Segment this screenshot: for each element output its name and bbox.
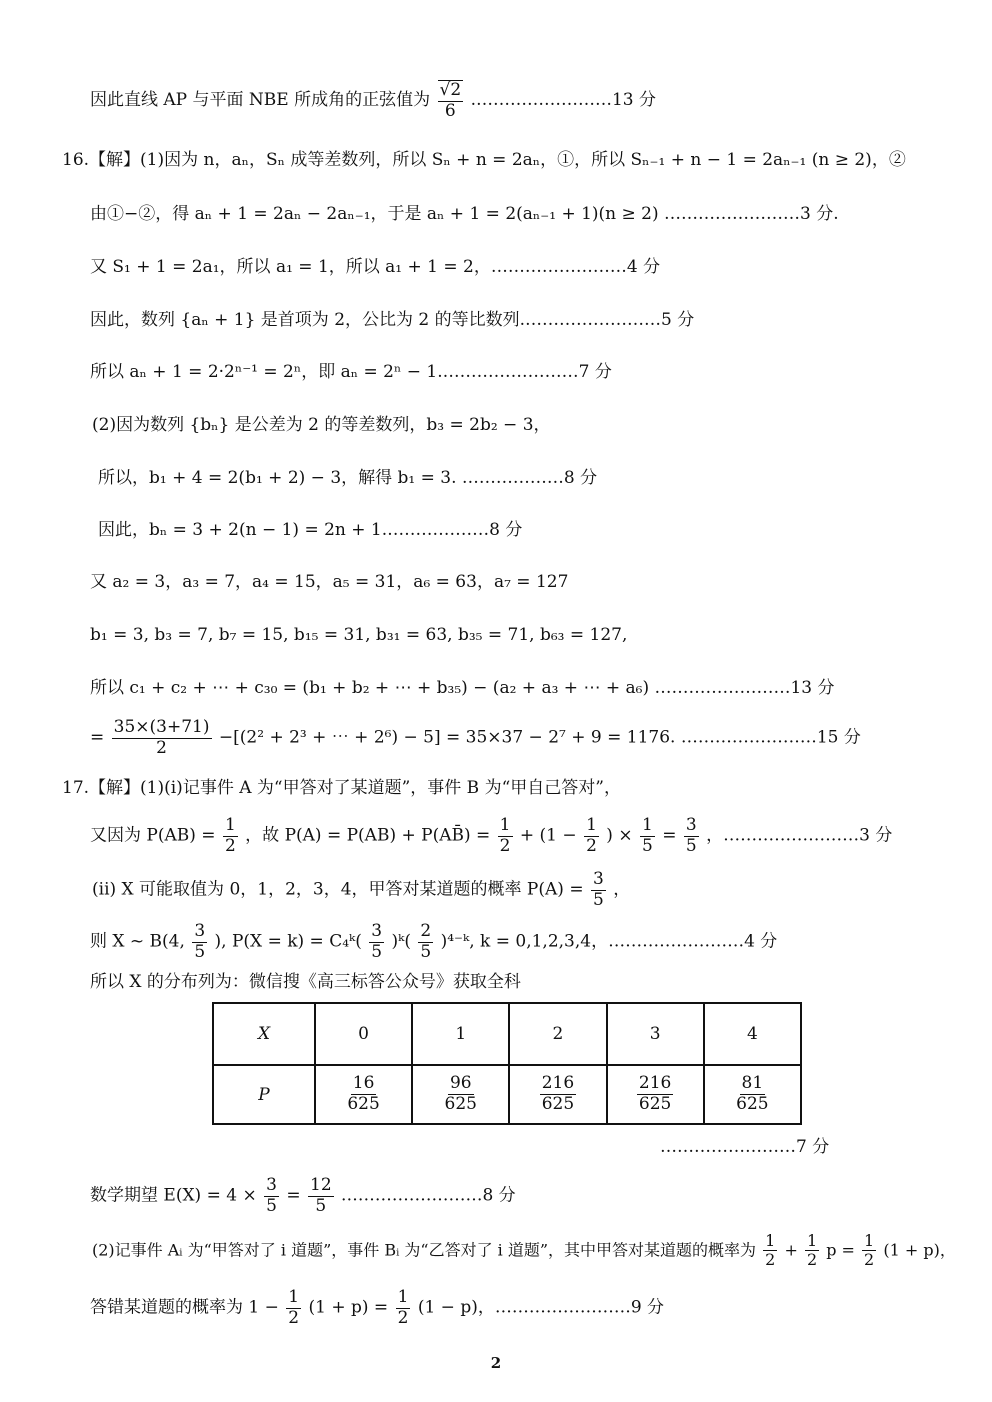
answer-line: 因此，数列 {aₙ + 1} 是首项为 2，公比为 2 的等比数列.……………………5 分: [90, 310, 695, 330]
table-cell: 2: [509, 1003, 606, 1065]
fraction: $\frac{1}{2}$: [397, 1287, 409, 1328]
fraction: $\frac{1}{2}$: [288, 1287, 300, 1328]
table-cell: $\frac{216}{625}$: [509, 1065, 606, 1124]
fraction: $\frac{√2}{6}$: [439, 80, 462, 121]
answer-line: 所以 aₙ + 1 = 2·2ⁿ⁻¹ = 2ⁿ，即 aₙ = 2ⁿ − 1.……………………7 分: [90, 362, 612, 382]
fraction: $\frac{3}{5}$: [592, 869, 604, 910]
answer-line: (2)因为数列 {bₙ} 是公差为 2 的等差数列，b₃ = 2b₂ − 3，: [92, 415, 551, 435]
table-cell: $\frac{81}{625}$: [704, 1065, 801, 1124]
answer-line: 答错某道题的概率为 1 − $\frac{1}{2}$ (1 + p) = $\frac{1}{2}$ (1 − p)，……………………9 分: [90, 1287, 665, 1328]
distribution-table: [212, 1002, 802, 1125]
answer-line: (2)记事件 Aᵢ 为“甲答对了 i 道题”，事件 Bᵢ 为“乙答对了 i 道题”，其中甲答对某道题的概率为 $\frac{1}{2}$ + $\frac{1}{2}$ p = $\frac{1}{2}$ (1 + p)，: [92, 1231, 956, 1270]
problem-17-header: 17.【解】(1)(i)记事件 A 为“甲答对了某道题”，事件 B 为“甲自己答对”，: [62, 778, 621, 798]
table-cell: $\frac{16}{625}$: [315, 1065, 412, 1124]
fraction: $\frac{1}{2}$: [499, 815, 511, 856]
answer-line: 所以，b₁ + 4 = 2(b₁ + 2) − 3，解得 b₁ = 3. ………………8 分: [98, 468, 598, 488]
table-cell: $\frac{216}{625}$: [607, 1065, 704, 1124]
table-row: [213, 1065, 801, 1124]
answer-line: b₁ = 3, b₃ = 7, b₇ = 15, b₁₅ = 31, b₃₁ = 63, b₃₅ = 71, b₆₃ = 127,: [90, 625, 628, 645]
fraction: $\frac{3}{5}$: [371, 921, 383, 962]
answer-line: 又 S₁ + 1 = 2a₁，所以 a₁ = 1，所以 a₁ + 1 = 2，……………………4 分: [90, 257, 661, 277]
answer-line: 则 X ~ B(4, $\frac{3}{5}$ ), P(X = k) = C₄ᵏ( $\frac{3}{5}$ )ᵏ( $\frac{2}{5}$ )⁴⁻ᵏ, k = 0,1,2,3,4，……………………4 分: [90, 921, 778, 962]
fraction: $\frac{1}{2}$: [864, 1231, 875, 1270]
fraction: $\frac{3}{5}$: [685, 815, 697, 856]
fraction: $\frac{1}{2}$: [765, 1231, 776, 1270]
answer-line: (ii) X 可能取值为 0，1，2，3，4，甲答对某道题的概率 P(A) = $\frac{3}{5}$ ，: [92, 869, 631, 910]
answer-line: 所以 X 的分布列为：微信搜《高三标答公众号》获取全科: [90, 972, 521, 992]
table-cell: P: [213, 1065, 315, 1124]
fraction: $\frac{1}{2}$: [586, 815, 597, 856]
fraction: $\frac{3}{5}$: [194, 921, 206, 962]
table-cell: 1: [412, 1003, 509, 1065]
table-cell: X: [213, 1003, 315, 1065]
score-marker: ……………………7 分: [660, 1137, 830, 1157]
fraction: $\frac{1}{2}$: [224, 815, 236, 856]
problem-16-header: 16.【解】(1)因为 n，aₙ，Sₙ 成等差数列，所以 Sₙ + n = 2aₙ，①，所以 Sₙ₋₁ + n − 1 = 2aₙ₋₁ (n ≥ 2)，②: [62, 150, 906, 170]
answer-line: 数学期望 E(X) = 4 × $\frac{3}{5}$ = $\frac{12}{5}$ .……………………8 分: [90, 1175, 516, 1216]
answer-line: 因此，bₙ = 3 + 2(n − 1) = 2n + 1.………………8 分: [98, 520, 523, 540]
fraction: $\frac{12}{5}$: [310, 1175, 332, 1216]
fraction: $\frac{2}{5}$: [420, 921, 432, 962]
fraction: $\frac{1}{2}$: [806, 1231, 818, 1270]
table-cell: $\frac{96}{625}$: [412, 1065, 509, 1124]
table-cell: 3: [607, 1003, 704, 1065]
table-cell: 4: [704, 1003, 801, 1065]
fraction: $\frac{1}{5}$: [641, 815, 653, 856]
answer-line: 因此直线 AP 与平面 NBE 所成角的正弦值为 $\frac{√2}{6}$ .……………………13 分: [90, 80, 657, 121]
fraction: $\frac{3}{5}$: [266, 1175, 277, 1216]
answer-line: 所以 c₁ + c₂ + ⋯ + c₃₀ = (b₁ + b₂ + ⋯ + b₃₅) − (a₂ + a₃ + ⋯ + a₆) ……………………13 分: [90, 678, 835, 698]
answer-line: = $\frac{35\times(3+71)}{2}$ −[(2² + 2³ + ⋯ + 2⁶) − 5] = 35×37 − 2⁷ + 9 = 1176. ……………………15 分: [90, 717, 861, 758]
page-number: 2: [490, 1354, 502, 1372]
table-cell: 0: [315, 1003, 412, 1065]
answer-line: 又因为 P(AB) = $\frac{1}{2}$ ，故 P(A) = P(AB) + P(AB̄) = $\frac{1}{2}$ + (1 − $\frac{1}{2}$ ) × $\frac{1}{5}$ = $\frac{3}{5}$ ，……………………3 分: [90, 815, 893, 856]
answer-line: 由①−②，得 aₙ + 1 = 2aₙ − 2aₙ₋₁，于是 aₙ + 1 = 2(aₙ₋₁ + 1)(n ≥ 2) ……………………3 分.: [90, 204, 839, 224]
fraction: $\frac{35\times(3+71)}{2}$: [113, 717, 210, 758]
table-header-row: [213, 1003, 801, 1065]
answer-line: 又 a₂ = 3，a₃ = 7，a₄ = 15，a₅ = 31，a₆ = 63，a₇ = 127: [90, 572, 569, 592]
